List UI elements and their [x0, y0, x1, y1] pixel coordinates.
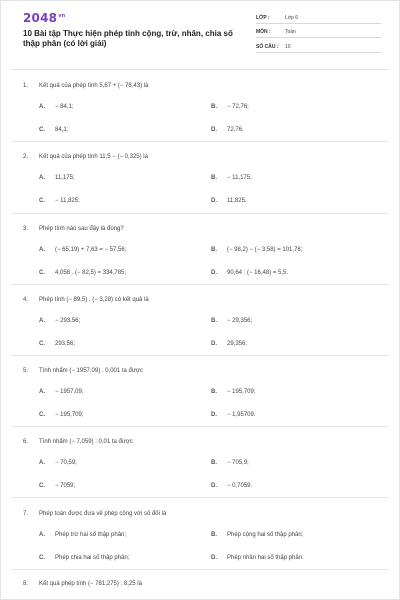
meta-key: SỐ CÂU : — [256, 44, 279, 50]
meta-subject-row — [256, 27, 381, 38]
question-text: Tính nhẩm (− 1957,09) . 0,001 ta được — [39, 368, 143, 374]
option-letter: C. — [39, 555, 45, 561]
meta-key: LỚP : — [256, 15, 270, 21]
option-letter: A. — [39, 389, 45, 395]
option-text: Phép chia hai số thập phân; — [55, 555, 130, 561]
option-letter: C. — [39, 270, 45, 276]
option-letter: A. — [39, 318, 45, 324]
option-letter: B. — [211, 318, 217, 324]
option-text: − 195,709; — [55, 412, 84, 418]
header-divider — [11, 69, 389, 70]
option-text: − 84,1; — [55, 104, 74, 110]
question-number: 4. — [23, 297, 29, 303]
option-text: 11,825. — [227, 198, 247, 204]
question-text: Kết quả của phép tính 5,67 + (− 78,43) là — [39, 83, 149, 89]
option-letter: B. — [211, 532, 217, 538]
option-text: Phép trừ hai số thập phân; — [55, 532, 127, 538]
option-letter: A. — [39, 460, 45, 466]
option-text: − 11,175; — [227, 175, 252, 181]
document-title: 10 Bài tập Thực hiện phép tính cộng, trừ, nhân, chia số thập phân (có lời giải) — [23, 29, 233, 48]
option-text: − 72,76; — [227, 104, 249, 110]
option-letter: A. — [39, 104, 45, 110]
meta-value: Lớp 6 — [285, 15, 299, 21]
question-number: 2. — [23, 154, 29, 160]
option-text: − 7059; — [55, 483, 76, 489]
option-letter: B. — [211, 460, 217, 466]
meta-class-row — [256, 13, 381, 24]
option-text: 90,64 : (− 16,48) = 5,5. — [227, 270, 289, 276]
question-divider — [11, 141, 389, 142]
option-letter: B. — [211, 247, 217, 253]
option-letter: C. — [39, 198, 45, 204]
question-text: Kết quả của phép tính 11,5 − (− 0,325) là — [39, 154, 148, 160]
option-letter: A. — [39, 247, 45, 253]
question-number: 1. — [23, 83, 29, 89]
option-letter: C. — [39, 412, 45, 418]
option-letter: B. — [211, 389, 217, 395]
question-number: 5. — [23, 368, 29, 374]
option-text: − 29,356; — [227, 318, 253, 324]
logo-suffix: vn — [58, 13, 66, 19]
option-letter: D. — [211, 412, 217, 418]
question-divider — [11, 213, 389, 214]
option-text: 84,1; — [55, 127, 69, 133]
option-letter: D. — [211, 127, 217, 133]
option-letter: A. — [39, 532, 45, 538]
option-letter: D. — [211, 483, 217, 489]
question-divider — [11, 284, 389, 285]
option-letter: B. — [211, 175, 217, 181]
option-text: − 1,95709. — [227, 412, 256, 418]
option-text: 4,058 . (− 82,5) = 334,785; — [55, 270, 127, 276]
option-text: (− 98,2) − (− 3,58) = 101,78; — [227, 247, 303, 253]
option-text: − 0,7059. — [227, 483, 253, 489]
question-divider — [11, 569, 389, 570]
option-text: (− 65,19) + 7,63 = − 57,56; — [55, 247, 127, 253]
option-text: − 195,709; — [227, 389, 256, 395]
option-text: Phép nhân hai số thập phân. — [227, 555, 304, 561]
question-number: 8. — [23, 581, 29, 587]
option-text: 29,356. — [227, 341, 248, 347]
question-number: 3. — [23, 226, 29, 232]
option-text: − 11,825; — [55, 198, 80, 204]
question-number: 6. — [23, 439, 29, 445]
option-text: 72,76. — [227, 127, 244, 133]
option-text: 11,175; — [55, 175, 75, 181]
meta-value: 10 — [285, 44, 291, 50]
question-text: Phép tính nào sau đây là đúng? — [39, 226, 124, 232]
option-letter: D. — [211, 270, 217, 276]
question-divider — [11, 426, 389, 427]
option-letter: D. — [211, 555, 217, 561]
logo-text: 2048 — [23, 11, 58, 25]
option-text: − 70,59; — [55, 460, 77, 466]
question-number: 7. — [23, 511, 29, 517]
question-text: Phép tính (− 89,5) . (− 3,28) có kết quả là — [39, 297, 149, 303]
option-letter: C. — [39, 127, 45, 133]
question-text: Tính nhẩm (− 7,059) : 0,01 ta được — [39, 439, 133, 445]
option-letter: B. — [211, 104, 217, 110]
question-divider — [11, 355, 389, 356]
option-text: Phép cộng hai số thập phân; — [227, 532, 304, 538]
meta-count-row — [256, 42, 381, 53]
option-letter: A. — [39, 175, 45, 181]
option-letter: C. — [39, 483, 45, 489]
question-text: Phép toán được đưa về phép cộng với số đối là — [39, 511, 167, 517]
option-text: 293,56; — [55, 341, 76, 347]
question-text: Kết quả phép tính (− 781,275) : 8,25 là — [39, 581, 142, 587]
option-letter: D. — [211, 341, 217, 347]
option-text: − 1957,09; — [55, 389, 84, 395]
meta-value: Toán — [285, 29, 296, 35]
question-divider — [11, 497, 389, 498]
option-letter: D. — [211, 198, 217, 204]
meta-key: MÔN : — [256, 29, 271, 35]
option-text: − 705,9; — [227, 460, 249, 466]
site-logo[interactable] — [23, 11, 65, 25]
option-text: − 293,56; — [55, 318, 81, 324]
option-letter: C. — [39, 341, 45, 347]
